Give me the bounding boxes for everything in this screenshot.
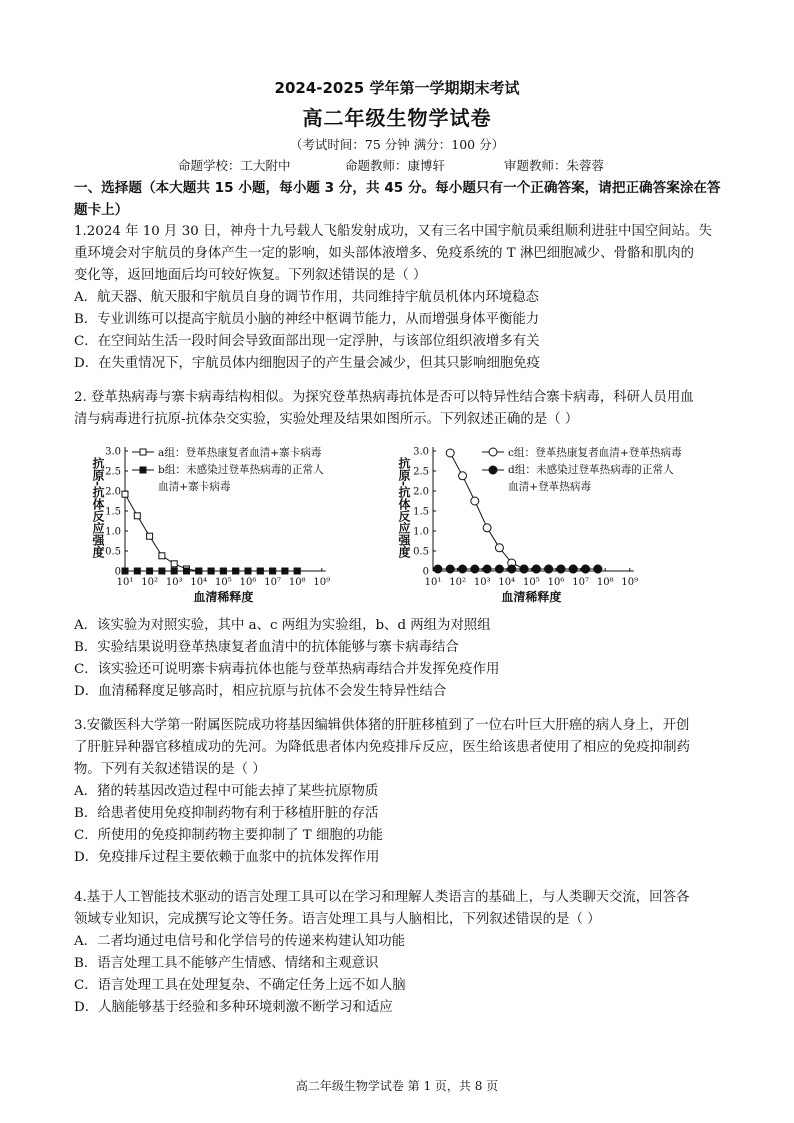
y-tick-label: 1.0 <box>413 526 429 538</box>
legend-label: 血清+寨卡病毒 <box>158 481 231 493</box>
page-footer: 高二年级生物学试卷 第 1 页，共 8 页 <box>295 1079 499 1093</box>
question-text: 清与病毒进行抗原-抗体杂交实验，实验处理及结果如图所示。下列叙述正确的是（ ） <box>74 412 579 427</box>
data-point <box>122 568 128 574</box>
option-c: C．所使用的免疫抑制药物主要抑制了 T 细胞的功能 <box>74 828 383 843</box>
chart-ab <box>74 438 394 616</box>
data-point <box>532 565 540 573</box>
option-a: A．该实验为对照实验，其中 a、c 两组为实验组，b、d 两组为对照组 <box>74 618 491 633</box>
data-point <box>282 568 288 574</box>
option-b: B．给患者使用免疫抑制药物有利于移植肝脏的存活 <box>74 806 379 821</box>
y-tick-label: 1.5 <box>105 506 121 518</box>
y-tick-label: 2.5 <box>413 466 429 478</box>
section-heading: 一、选择题（本大题共 15 小题，每小题 3 分，共 45 分。每小题只有一个正确答案，请把正确答案涂在答 <box>74 180 721 196</box>
option-b: B．实验结果说明登革热康复者血清中的抗体能够与寨卡病毒结合 <box>74 640 459 655</box>
data-point <box>569 565 577 573</box>
data-point <box>122 491 128 497</box>
data-point <box>184 568 190 574</box>
data-point <box>171 561 177 567</box>
x-tick-label: 10² <box>141 577 158 588</box>
data-point <box>483 565 491 573</box>
data-point <box>545 565 553 573</box>
question-text: 领域专业知识，完成撰写论文等任务。语言处理工具与人脑相比，下列叙述错误的是（ ） <box>74 912 601 927</box>
legend-marker <box>489 448 497 456</box>
option-a: A．二者均通过电信号和化学信号的传递来构建认知功能 <box>74 934 406 949</box>
option-b: B．语言处理工具不能够产生情感、情绪和主观意识 <box>74 956 379 971</box>
x-tick-label: 10⁴ <box>190 577 208 588</box>
page-title: 高二年级生物学试卷 <box>302 106 492 130</box>
y-tick-label: 0 <box>422 566 429 578</box>
data-point <box>220 568 226 574</box>
legend-label: a组：登革热康复者血清+寨卡病毒 <box>158 447 322 459</box>
y-tick-label: 2.5 <box>105 466 121 478</box>
y-tick-label: 0.5 <box>413 546 429 558</box>
y-axis-label: 抗原-抗体反应强度 <box>91 457 105 558</box>
data-point <box>233 568 239 574</box>
legend-label: b组：未感染过登革热病毒的正常人 <box>158 464 324 476</box>
x-tick-label: 10⁹ <box>313 577 331 588</box>
x-tick-label: 10⁶ <box>239 577 257 588</box>
question-text: 重环境会对宇航员的身体产生一定的影响，如头部体液增多、免疫系统的 T 淋巴细胞减少、骨骼和肌肉的 <box>74 246 695 261</box>
y-tick-label: 3.0 <box>105 446 121 458</box>
question-text: 1.2024 年 10 月 30 日，神舟十九号载人飞船发射成功，又有三名中国宇航员乘组顺利进驻中国空间站。失 <box>74 224 712 239</box>
exam-term-line: 2024-2025 学年第一学期期末考试 <box>274 79 520 97</box>
data-point <box>483 524 491 532</box>
data-point <box>196 568 202 574</box>
data-point <box>134 513 140 519</box>
data-point <box>171 568 177 574</box>
data-point <box>257 568 263 574</box>
data-point <box>495 565 503 573</box>
option-c: C．在空间站生活一段时间会导致面部出现一定浮肿，与该部位组织液增多有关 <box>74 334 540 349</box>
y-tick-label: 0.5 <box>105 546 121 558</box>
data-point <box>508 565 516 573</box>
x-tick-label: 10⁶ <box>547 577 565 588</box>
question-text: 4.基于人工智能技术驱动的语言处理工具可以在学习和理解人类语言的基础上，与人类聊天交流，回答各 <box>74 890 690 905</box>
question-text: 3.安徽医科大学第一附属医院成功将基因编辑供体猪的肝脏移植到了一位右叶巨大肝癌的病人身上，开创 <box>74 718 690 733</box>
y-axis-label: 抗原-抗体反应强度 <box>397 457 411 558</box>
data-point <box>159 568 165 574</box>
x-tick-label: 10⁹ <box>621 577 639 588</box>
teacher-label: 命题教师：康博轩 <box>345 158 446 173</box>
data-point <box>208 568 214 574</box>
data-point <box>147 568 153 574</box>
data-point <box>459 472 467 480</box>
x-axis-label: 血清稀释度 <box>501 590 562 604</box>
data-point <box>134 568 140 574</box>
y-tick-label: 2.0 <box>105 486 121 498</box>
data-point <box>434 565 442 573</box>
x-tick-label: 10⁸ <box>596 577 614 588</box>
school-label: 命题学校：工大附中 <box>178 158 291 173</box>
option-c: C．语言处理工具在处理复杂、不确定任务上远不如人脑 <box>74 978 406 993</box>
x-axis-label: 血清稀释度 <box>193 590 254 604</box>
data-point <box>495 544 503 552</box>
series-line <box>125 494 297 571</box>
y-tick-label: 0 <box>114 566 121 578</box>
legend-label: 血清+登革热病毒 <box>508 481 592 493</box>
legend-marker <box>140 449 146 455</box>
x-tick-label: 10⁷ <box>264 577 281 588</box>
option-d: D．人脑能够基于经验和多种环境刺激不断学习和适应 <box>74 1000 393 1015</box>
legend-marker <box>140 467 146 473</box>
chart-cd <box>384 438 704 616</box>
option-b: B．专业训练可以提高宇航员小脑的神经中枢调节能力，从而增强身体平衡能力 <box>74 312 540 327</box>
x-tick-label: 10⁴ <box>498 577 516 588</box>
data-point <box>147 533 153 539</box>
question-text: 2. 登革热病毒与寨卡病毒结构相似。为探究登革热病毒抗体是否可以特异性结合寨卡病毒，科研人员用血 <box>74 390 694 405</box>
option-c: C．该实验还可说明寨卡病毒抗体也能与登革热病毒结合并发挥免疫作用 <box>74 662 500 677</box>
x-tick-label: 10³ <box>165 577 183 588</box>
x-tick-label: 10⁵ <box>523 577 540 588</box>
y-tick-label: 1.0 <box>105 526 121 538</box>
legend-label: c组：登革热康复者血清+登革热病毒 <box>508 447 682 459</box>
x-tick-label: 10¹ <box>116 577 134 588</box>
x-tick-label: 10¹ <box>424 577 442 588</box>
option-d: D．免疫排斥过程主要依赖于血浆中的抗体发挥作用 <box>74 850 380 865</box>
data-point <box>294 568 300 574</box>
data-point <box>446 449 454 457</box>
x-tick-label: 10⁸ <box>288 577 306 588</box>
exam-time-line: （考试时间：75 分钟 满分：100 分） <box>289 137 505 152</box>
question-text: 变化等，返回地面后均可较好恢复。下列叙述错误的是（ ） <box>74 268 427 283</box>
data-point <box>446 565 454 573</box>
legend-marker <box>489 466 497 474</box>
data-point <box>245 568 251 574</box>
data-point <box>582 565 590 573</box>
option-a: A．航天器、航天服和宇航员自身的调节作用，共同维持宇航员机体内环境稳态 <box>74 290 539 305</box>
data-point <box>459 565 467 573</box>
question-text: 物。下列有关叙述错误的是（ ） <box>74 762 266 777</box>
data-point <box>471 565 479 573</box>
y-tick-label: 1.5 <box>413 506 429 518</box>
data-point <box>270 568 276 574</box>
reviewer-label: 审题教师：朱蓉蓉 <box>504 158 605 173</box>
option-d: D．在失重情况下，宇航员体内细胞因子的产生量会减少，但其只影响细胞免疫 <box>74 356 541 371</box>
legend-label: d组：未感染过登革热病毒的正常人 <box>508 464 674 476</box>
x-tick-label: 10³ <box>473 577 491 588</box>
section-heading-cont: 题卡上） <box>74 202 129 218</box>
question-text: 了肝脏异种器官移植成功的先河。为降低患者体内免疫排斥反应，医生给该患者使用了相应的免疫抑制药 <box>74 740 690 755</box>
option-a: A．猪的转基因改造过程中可能去掉了某些抗原物质 <box>74 784 379 799</box>
data-point <box>594 565 602 573</box>
option-d: D．血清稀释度足够高时，相应抗原与抗体不会发生特异性结合 <box>74 684 447 699</box>
x-tick-label: 10² <box>449 577 466 588</box>
data-point <box>557 565 565 573</box>
x-tick-label: 10⁷ <box>572 577 589 588</box>
y-tick-label: 3.0 <box>413 446 429 458</box>
data-point <box>520 565 528 573</box>
data-point <box>159 553 165 559</box>
x-tick-label: 10⁵ <box>215 577 232 588</box>
data-point <box>471 497 479 505</box>
y-tick-label: 2.0 <box>413 486 429 498</box>
